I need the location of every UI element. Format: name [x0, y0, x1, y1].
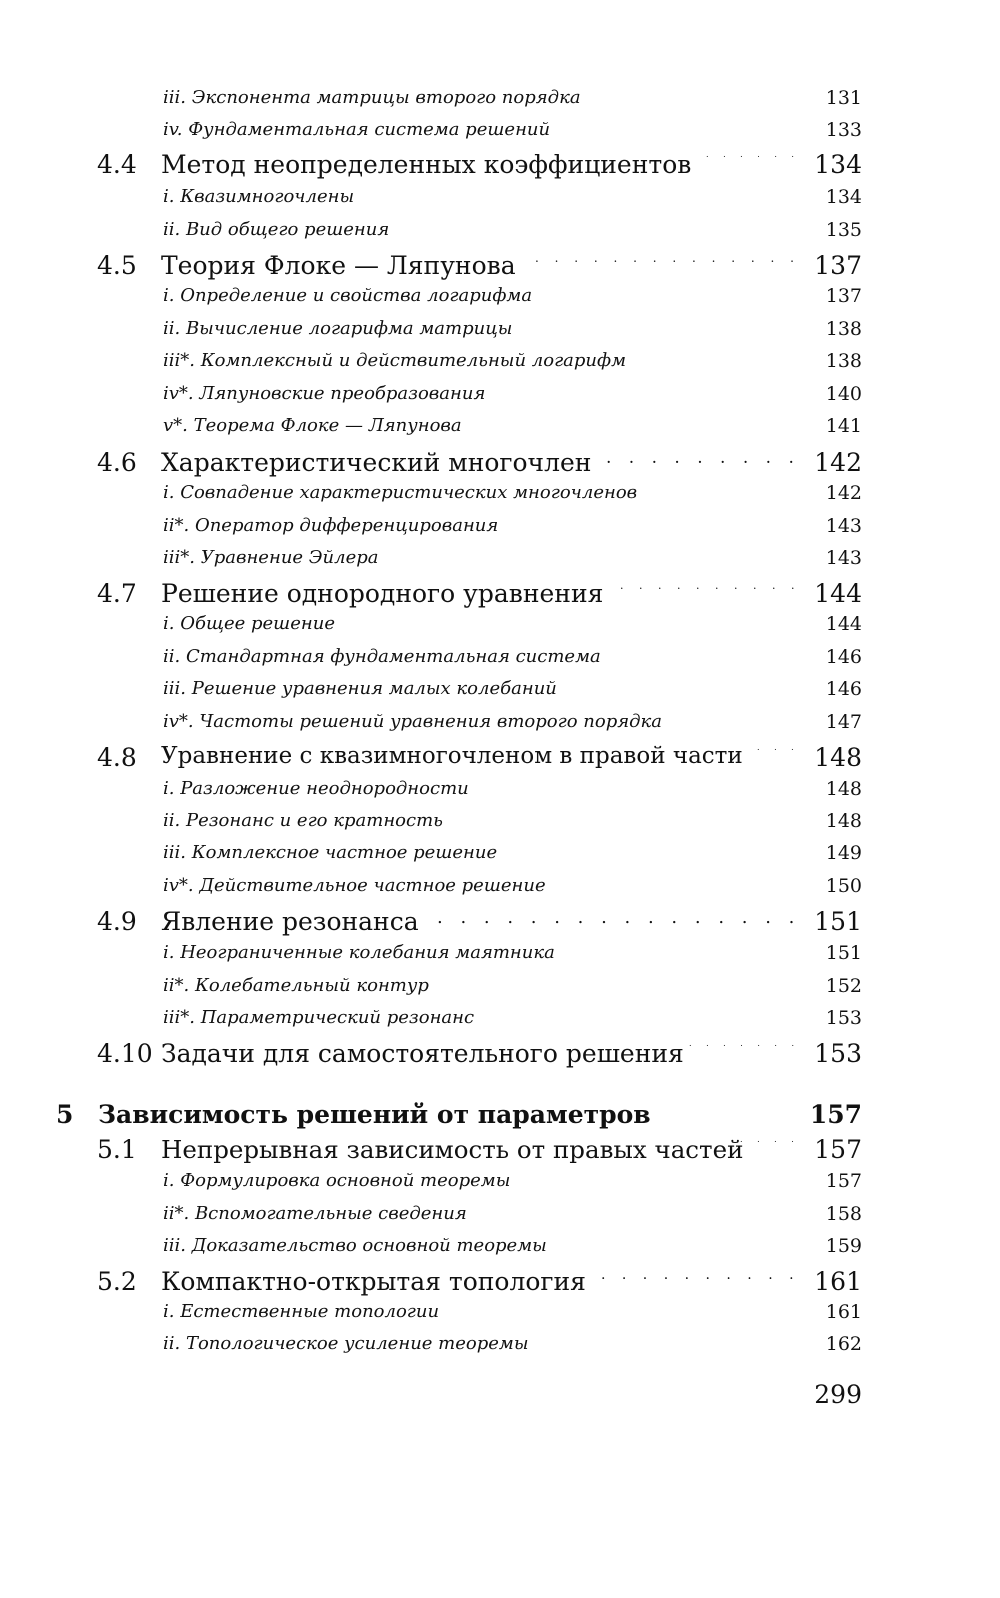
entry-title: Характеристический многочлен [161, 448, 592, 477]
entry-title: iv. Фундаментальная система решений [163, 119, 551, 140]
dot-leaders: . . . . . . . . . [606, 448, 800, 468]
entry-page: 134 [814, 150, 862, 179]
entry-title: iii. Доказательство основной теоремы [163, 1235, 547, 1256]
entry-page: 138 [825, 318, 862, 340]
entry-page: 137 [814, 251, 862, 280]
entry-title: i. Определение и свойства логарифма [163, 285, 533, 306]
dot-leaders: . . . [757, 743, 800, 752]
entry-page: 142 [825, 482, 862, 504]
entry-title: i. Неограниченные колебания маятника [163, 942, 555, 963]
entry-page: 144 [825, 613, 862, 635]
entry-title: iii*. Уравнение Эйлера [163, 547, 379, 568]
dot-leaders: . . . . . . [706, 150, 800, 159]
dot-leaders: . . . . . . . . . . . . . . [535, 251, 800, 265]
entry-title: Теория Флоке — Ляпунова [161, 251, 516, 280]
entry-page: 135 [825, 219, 862, 241]
entry-title: iii*. Комплексный и действительный логарифм [163, 350, 627, 371]
entry-page: 157 [814, 1135, 862, 1164]
entry-title: ii. Вычисление логарифма матрицы [163, 318, 513, 339]
entry-title: v*. Теорема Флоке — Ляпунова [163, 415, 462, 436]
entry-page: 152 [825, 975, 862, 997]
entry-page: 141 [825, 415, 862, 437]
entry-page: 161 [814, 1267, 862, 1296]
entry-title: Метод неопределенных коэффициентов [161, 150, 692, 179]
dot-leaders: . . . . . . . . . . [620, 579, 801, 592]
entry-page: 140 [825, 383, 862, 405]
entry-title: iv*. Действительное частное решение [163, 875, 546, 896]
entry-title: Компактно-открытая топология [161, 1267, 586, 1296]
entry-title: iii. Экспонента матрицы второго порядка [163, 87, 581, 108]
entry-page: 146 [825, 646, 862, 668]
entry-title: Задачи для самостоятельного решения [161, 1039, 684, 1068]
entry-page: 157 [825, 1170, 862, 1192]
entry-title: iv*. Ляпуновские преобразования [163, 383, 486, 404]
entry-page: 134 [825, 186, 862, 208]
entry-title: Уравнение с квазимногочленом в правой части [161, 743, 743, 769]
entry-page: 146 [825, 678, 862, 700]
entry-page: 153 [825, 1007, 862, 1029]
dot-leaders: . . . . . . . . . . . . . . . . [437, 907, 801, 928]
entry-page: 157 [809, 1100, 862, 1129]
entry-title: iii. Решение уравнения малых колебаний [163, 678, 557, 699]
page-number: 299 [814, 1380, 862, 1409]
dot-leaders: . . . . . . . [689, 1039, 801, 1048]
entry-number: 4.8 [97, 743, 137, 772]
entry-title: ii. Стандартная фундаментальная система [163, 646, 601, 667]
entry-page: 158 [825, 1203, 862, 1225]
entry-title: i. Совпадение характеристических многочленов [163, 482, 638, 503]
entry-title: i. Формулировка основной теоремы [163, 1170, 511, 1191]
entry-page: 162 [825, 1333, 862, 1355]
entry-title: ii. Топологическое усиление теоремы [163, 1333, 529, 1354]
entry-page: 148 [825, 778, 862, 800]
entry-page: 151 [814, 907, 862, 936]
dot-leaders: . . . . [740, 1135, 800, 1144]
entry-page: 153 [814, 1039, 862, 1068]
entry-number: 4.7 [97, 579, 137, 608]
entry-page: 138 [825, 350, 862, 372]
entry-number: 5.2 [97, 1267, 137, 1296]
entry-page: 149 [825, 842, 862, 864]
entry-page: 144 [814, 579, 862, 608]
entry-page: 137 [825, 285, 862, 307]
entry-number: 5 [56, 1100, 74, 1129]
entry-number: 4.10 [97, 1039, 153, 1068]
entry-page: 143 [825, 547, 862, 569]
entry-number: 4.4 [97, 150, 137, 179]
entry-title: ii. Вид общего решения [163, 219, 390, 240]
entry-page: 151 [825, 942, 862, 964]
entry-title: i. Квазимногочлены [163, 186, 355, 207]
entry-title: ii. Резонанс и его кратность [163, 810, 443, 831]
entry-title: ii*. Колебательный контур [163, 975, 429, 996]
entry-page: 147 [825, 711, 862, 733]
dot-leaders: . . . . . . . . . . [601, 1267, 800, 1283]
entry-title: iv*. Частоты решений уравнения второго порядка [163, 711, 663, 732]
entry-number: 4.9 [97, 907, 137, 936]
entry-page: 133 [825, 119, 862, 141]
entry-title: Непрерывная зависимость от правых частей [161, 1135, 744, 1164]
entry-number: 4.5 [97, 251, 137, 280]
entry-page: 143 [825, 515, 862, 537]
entry-page: 142 [814, 448, 862, 477]
entry-title: iii. Комплексное частное решение [163, 842, 498, 863]
entry-title: i. Разложение неоднородности [163, 778, 469, 799]
entry-number: 4.6 [97, 448, 137, 477]
entry-title: iii*. Параметрический резонанс [163, 1007, 475, 1028]
entry-page: 150 [825, 875, 862, 897]
entry-title: Явление резонанса [161, 907, 419, 936]
entry-page: 148 [814, 743, 862, 772]
entry-title: i. Общее решение [163, 613, 335, 634]
entry-title: Зависимость решений от параметров [98, 1100, 651, 1129]
entry-page: 131 [825, 87, 862, 109]
entry-page: 148 [825, 810, 862, 832]
entry-title: ii*. Вспомогательные сведения [163, 1203, 467, 1224]
entry-page: 159 [825, 1235, 862, 1257]
entry-title: ii*. Оператор дифференцирования [163, 515, 499, 536]
entry-number: 5.1 [97, 1135, 137, 1164]
entry-page: 161 [825, 1301, 862, 1323]
entry-title: Решение однородного уравнения [161, 579, 604, 608]
entry-title: i. Естественные топологии [163, 1301, 440, 1322]
